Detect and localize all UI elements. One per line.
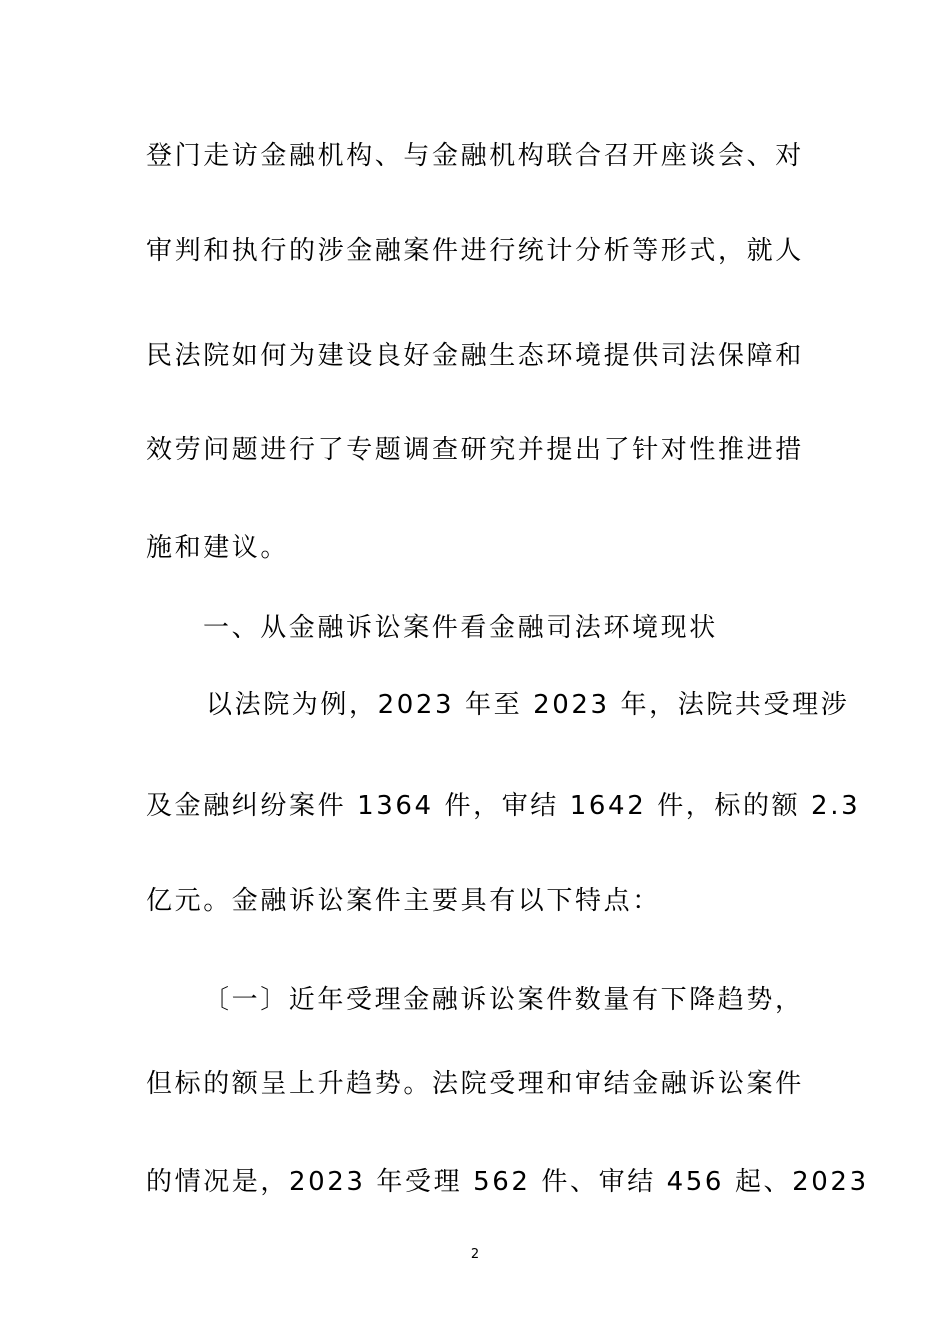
body-text-line: 登门走访金融机构、与金融机构联合召开座谈会、对 [146, 141, 804, 171]
body-text-line: 效劳问题进行了专题调查研究并提出了针对性推进措 [146, 435, 804, 465]
body-text-line: 的情况是，2023 年受理 562 件、审结 456 起、2023 [146, 1167, 869, 1197]
body-text-line: 施和建议。 [146, 533, 290, 563]
body-text-line: 以法院为例，2023 年至 2023 年，法院共受理涉 [206, 690, 850, 720]
body-text-line: 审判和执行的涉金融案件进行统计分析等形式，就人 [146, 236, 804, 266]
body-text-line: 民法院如何为建设良好金融生态环境提供司法保障和 [146, 341, 804, 371]
body-text-line: 亿元。金融诉讼案件主要具有以下特点： [146, 886, 661, 916]
body-text-line: 及金融纠纷案件 1364 件，审结 1642 件，标的额 2.3 [146, 791, 861, 821]
subsection-heading: 〔一〕近年受理金融诉讼案件数量有下降趋势， [203, 985, 804, 1015]
body-text-line: 但标的额呈上升趋势。法院受理和审结金融诉讼案件 [146, 1069, 804, 1099]
section-heading: 一、从金融诉讼案件看金融司法环境现状 [203, 613, 718, 643]
page-number: 2 [470, 1247, 480, 1262]
